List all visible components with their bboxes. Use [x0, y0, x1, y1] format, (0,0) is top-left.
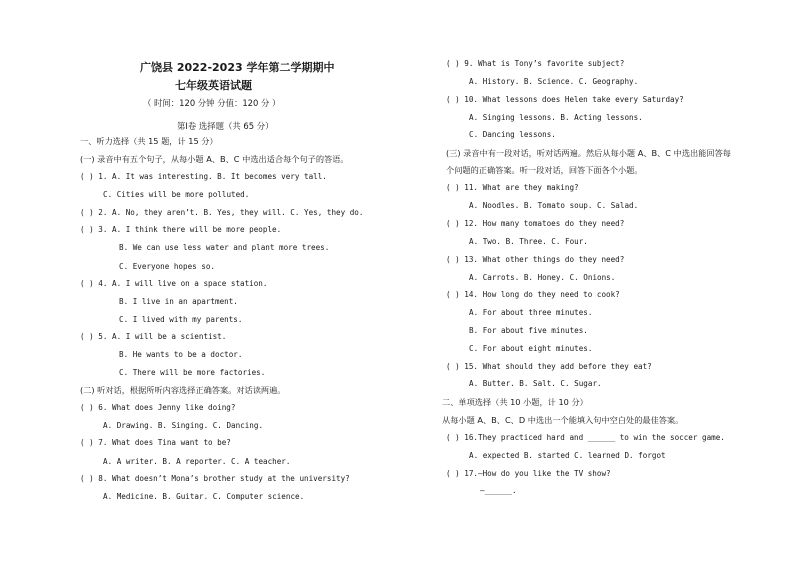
exam-title-line2: 七年级英语试题 [175, 79, 252, 92]
section2-instruction: 从每小题 A、B、C、D 中选出一个能填入句中空白处的最佳答案。 [442, 415, 684, 425]
section1a-instruction: (一) 录音中有五个句子，从每小题 A、B、C 中选出适合每个句子的答语。 [80, 154, 349, 164]
question-3-option-c: C. Everyone hopes so. [119, 262, 216, 271]
question-10-option-c: C. Dancing lessons. [469, 130, 556, 139]
question-5: ( ) 5. A. I will be a scientist. [80, 332, 227, 341]
part1-heading: 第Ⅰ卷 选择题（共 65 分） [177, 121, 274, 131]
question-15-options: A. Butter. B. Salt. C. Sugar. [469, 379, 602, 388]
question-12: ( ) 12. How many tomatoes do they need? [446, 219, 625, 228]
question-7: ( ) 7. What does Tina want to be? [80, 438, 231, 447]
question-2: ( ) 2. A. No, they aren’t. B. Yes, they will. C. Yes, they do. [80, 208, 364, 217]
section1c-instruction: (三) 录音中有一段对话，听对话两遍。然后从每小题 A、B、C 中选出能回答每 [446, 148, 731, 158]
question-14-option-b: B. For about five minutes. [469, 326, 588, 335]
question-9-options: A. History. B. Science. C. Geography. [469, 77, 639, 86]
question-7-options: A. A writer. B. A reporter. C. A teacher. [103, 457, 291, 466]
question-16: ( ) 16.They practiced hard and ______ to win the soccer game. [446, 433, 725, 442]
question-6-options: A. Drawing. B. Singing. C. Dancing. [103, 421, 264, 430]
section2-heading: 二、单项选择（共 10 小题，计 10 分） [442, 397, 588, 407]
question-1-option-c: C. Cities will be more polluted. [103, 190, 250, 199]
question-10: ( ) 10. What lessons does Helen take every Saturday? [446, 95, 684, 104]
section1c-instruction-cont: 个问题的正确答案。听一段对话，回答下面各个小题。 [446, 165, 643, 175]
question-1: ( ) 1. A. It was interesting. B. It becomes very tall. [80, 172, 327, 181]
question-13: ( ) 13. What other things do they need? [446, 255, 625, 264]
question-8-options: A. Medicine. B. Guitar. C. Computer science. [103, 492, 305, 501]
question-17: ( ) 17.—How do you like the TV show? [446, 469, 611, 478]
question-9: ( ) 9. What is Tony’s favorite subject? [446, 59, 625, 68]
question-4-option-c: C. I lived with my parents. [119, 315, 243, 324]
question-10-options-ab: A. Singing lessons. B. Acting lessons. [469, 113, 643, 122]
question-12-options: A. Two. B. Three. C. Four. [469, 237, 588, 246]
question-5-option-b: B. He wants to be a doctor. [119, 350, 243, 359]
question-17-answer-blank: —______. [480, 486, 517, 495]
question-14: ( ) 14. How long do they need to cook? [446, 290, 620, 299]
question-13-options: A. Carrots. B. Honey. C. Onions. [469, 273, 616, 282]
question-4: ( ) 4. A. I will live on a space station. [80, 279, 268, 288]
question-3-option-b: B. We can use less water and plant more trees. [119, 243, 330, 252]
question-15: ( ) 15. What should they add before they eat? [446, 362, 652, 371]
time-score-info: （ 时间：120 分钟 分值：120 分 ） [143, 98, 281, 108]
section1-heading: 一、听力选择（共 15 题，计 15 分） [80, 136, 218, 146]
question-3: ( ) 3. A. I think there will be more people. [80, 225, 282, 234]
question-8: ( ) 8. What doesn’t Mona’s brother study at the university? [80, 474, 350, 483]
question-11-options: A. Noodles. B. Tomato soup. C. Salad. [469, 201, 639, 210]
question-5-option-c: C. There will be more factories. [119, 368, 266, 377]
question-16-options: A. expected B. started C. learned D. forgot [469, 451, 666, 460]
question-14-option-a: A. For about three minutes. [469, 308, 593, 317]
section1b-instruction: (二) 听对话，根据所听内容选择正确答案。对话读两遍。 [80, 385, 286, 395]
question-6: ( ) 6. What does Jenny like doing? [80, 403, 236, 412]
question-14-option-c: C. For about eight minutes. [469, 344, 593, 353]
question-4-option-b: B. I live in an apartment. [119, 297, 238, 306]
question-11: ( ) 11. What are they making? [446, 183, 579, 192]
exam-title-line1: 广饶县 2022-2023 学年第二学期期中 [140, 61, 335, 74]
